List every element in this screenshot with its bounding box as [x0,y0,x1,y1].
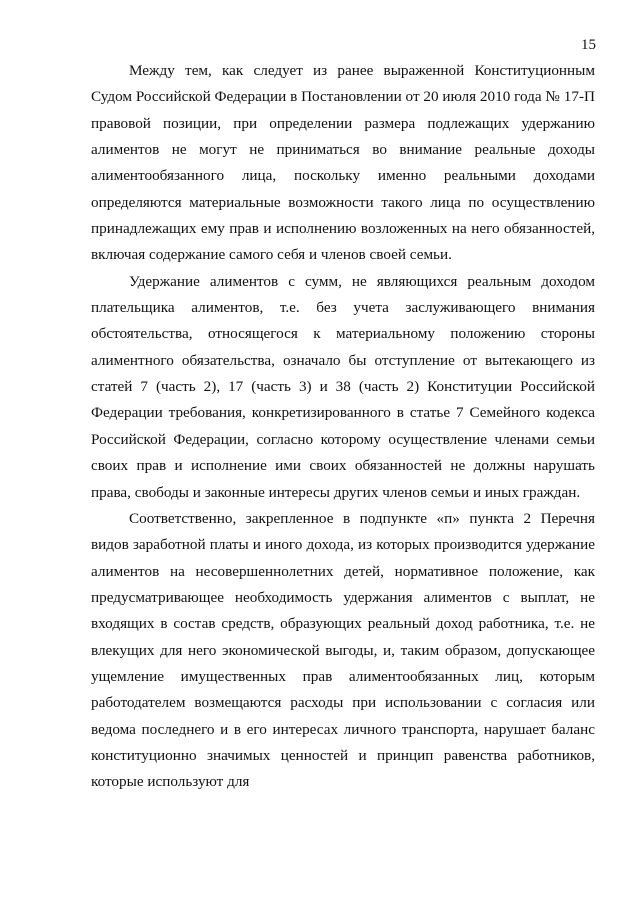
page-number: 15 [581,37,596,53]
paragraph-1: Между тем, как следует из ранее выраженной Конституционным Судом Российской Федерации в Постановлении от 20 июля 2010 года № 17-П правовой позиции, при определении размера подлежащих удержанию алиментов не могут не приниматься во внимание реальные доходы алиментообязанного лица, поскольку именно реальными доходами определяются материальные возможности такого лица по осуществлению принадлежащих ему прав и исполнению возложенных на него обязанностей, включая содержание самого себя и членов своей семьи. [91,62,595,264]
document-body [91,58,595,796]
paragraph-2: Удержание алиментов с сумм, не являющихся реальным доходом плательщика алиментов, т.е. без учета заслуживающего внимания обстоятельства, относящегося к материальному положению стороны алиментного обязательства, означало бы отступление от вытекающего из статей 7 (часть 2), 17 (часть 3) и 38 (часть 2) Конституции Российской Федерации требования, конкретизированного в статье 7 Семейного кодекса Российской Федерации, согласно которому осуществление членами семьи своих прав и исполнение ими своих обязанностей не должны нарушать права, свободы и законные интересы других членов семьи и иных граждан. [91,272,595,501]
paragraph-3: Соответственно, закрепленное в подпункте «п» пункта 2 Перечня видов заработной платы и иного дохода, из которых производится удержание алиментов на несовершеннолетних детей, нормативное положение, как предусматривающее необходимость удержания алиментов с выплат, не входящих в состав средств, образующих реальный доход работника, т.е. не влекущих для него экономической выгоды, и, таким образом, допускающее ущемление имущественных прав алиментообязанных лиц, которым работодателем возмещаются расходы при использовании с согласия или ведома последнего и в его интересах личного транспорта, нарушает баланс конституционно значимых ценностей и принцип равенства работников, которые используют для [91,509,595,791]
